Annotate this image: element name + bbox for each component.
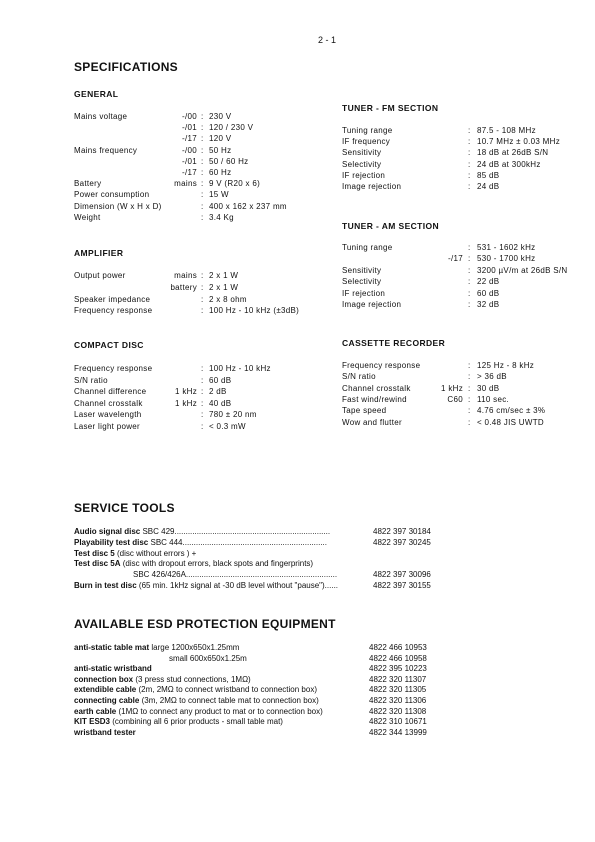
spec-value: 100 Hz - 10 kHz (±3dB)	[209, 306, 300, 316]
spec-value: 87.5 - 108 MHz	[477, 126, 536, 135]
spec-row	[0, 289, 595, 300]
spec-label: Power consumption	[74, 190, 150, 200]
spec-row	[0, 160, 595, 171]
esd-item-code: 4822 466 10953	[369, 643, 427, 652]
spec-separator: :	[468, 182, 471, 191]
spec-separator: :	[468, 383, 471, 393]
spec-separator: :	[201, 179, 204, 189]
spec-separator: :	[201, 282, 204, 292]
spec-separator: :	[201, 306, 204, 316]
spec-separator: :	[468, 137, 471, 147]
spec-row	[0, 384, 595, 395]
spec-row	[0, 202, 595, 213]
spec-value: 85 dB	[477, 170, 500, 180]
esd-item	[74, 643, 239, 654]
spec-row	[0, 254, 595, 265]
esd-item-code: 4822 320 11306	[369, 696, 427, 705]
service-tool-name: Test disc 5	[74, 548, 115, 558]
spec-variant: -/17	[448, 254, 463, 264]
spec-label: Tape speed	[342, 406, 387, 416]
service-tool-name: Playability test disc	[74, 537, 149, 547]
spec-row	[0, 171, 595, 182]
service-tool-description: SBC 429......................................................................	[140, 527, 331, 536]
service-tool	[133, 570, 337, 581]
spec-value: > 36 dB	[477, 372, 507, 382]
esd-item-name: connection box	[74, 674, 134, 684]
esd-item	[169, 654, 247, 665]
spec-value: 100 Hz - 10 kHz	[209, 364, 271, 373]
spec-variant: 1 kHz	[175, 398, 197, 408]
spec-separator: :	[468, 126, 471, 135]
spec-label: Image rejection	[342, 300, 402, 309]
spec-row	[0, 300, 595, 311]
spec-separator: :	[468, 372, 471, 382]
spec-separator: :	[201, 112, 204, 121]
compact-disc-title: COMPACT DISC	[74, 340, 144, 350]
esd-item-name: wristband tester	[74, 727, 136, 737]
spec-value: 24 dB	[477, 182, 500, 191]
service-tool-description: SBC 444.................................................................	[148, 537, 327, 547]
service-tool	[74, 559, 313, 570]
spec-label: Fast wind/rewind	[342, 394, 407, 404]
spec-label: Laser wavelength	[74, 410, 142, 420]
spec-label: Mains frequency	[74, 145, 138, 155]
spec-value: 32 dB	[477, 300, 500, 309]
spec-value: 50 / 60 Hz	[209, 156, 249, 166]
spec-value: 120 / 230 V	[209, 123, 254, 133]
spec-label: Sensitivity	[342, 148, 382, 158]
spec-separator: :	[201, 156, 204, 166]
service-tool	[74, 538, 327, 549]
spec-row	[0, 112, 595, 123]
spec-separator: :	[468, 159, 471, 169]
esd-item-description: (1MΩ to connect any product to mat or to connection box)	[116, 706, 323, 716]
spec-separator: :	[468, 406, 471, 416]
spec-row	[0, 361, 595, 372]
spec-variant: -/17	[182, 168, 197, 177]
spec-label: Sensitivity	[342, 265, 382, 275]
spec-separator: :	[201, 364, 204, 373]
spec-variant: -/00	[182, 145, 197, 155]
spec-value: 40 dB	[209, 398, 232, 408]
service-tool	[74, 581, 338, 592]
esd-item-description: (3m, 2MΩ to connect table mat to connection box)	[139, 696, 319, 705]
spec-row	[0, 266, 595, 277]
spec-label: Speaker impedance	[74, 294, 151, 304]
esd-item-name: extendible cable	[74, 685, 137, 695]
spec-row	[0, 406, 595, 420]
spec-label: S/N ratio	[74, 375, 108, 385]
spec-label: Image rejection	[342, 182, 402, 191]
spec-separator: :	[201, 145, 204, 155]
spec-label: Channel crosstalk	[74, 398, 143, 408]
spec-separator: :	[468, 243, 471, 252]
esd-item-code: 4822 466 10958	[369, 653, 427, 663]
esd-item-code: 4822 320 11307	[369, 674, 427, 684]
spec-label: Frequency response	[74, 306, 153, 316]
spec-row	[0, 137, 595, 148]
spec-separator: :	[201, 422, 204, 431]
spec-separator: :	[468, 361, 471, 370]
esd-item-name: anti-static wristband	[74, 664, 152, 674]
spec-separator: :	[201, 168, 204, 177]
spec-value: 400 x 162 x 237 mm	[209, 201, 287, 211]
spec-separator: :	[468, 265, 471, 275]
spec-variant: C60	[447, 394, 463, 404]
service-tool-description: (65 min. 1kHz signal at -30 dB level without "pause")......	[136, 581, 339, 590]
spec-variant: 1 kHz	[175, 387, 197, 397]
spec-variant: -/01	[182, 156, 197, 166]
spec-row	[0, 372, 595, 383]
spec-label: Selectivity	[342, 159, 382, 169]
esd-item	[74, 728, 136, 739]
service-tool-description: SBC 426/426A....................................................................	[133, 570, 338, 580]
spec-label: Weight	[74, 212, 101, 222]
spec-value: 22 dB	[477, 277, 500, 287]
spec-separator: :	[201, 201, 204, 211]
spec-label: IF frequency	[342, 137, 391, 147]
spec-separator: :	[468, 417, 471, 427]
spec-value: 2 x 1 W	[209, 271, 239, 280]
esd-item-code: 4822 320 11305	[369, 685, 427, 695]
spec-variant: -/17	[182, 134, 197, 144]
service-tool-name: Audio signal disc	[74, 527, 141, 536]
spec-value: 530 - 1700 kHz	[477, 254, 536, 264]
service-tool-code: 4822 397 30096	[373, 570, 431, 580]
spec-value: 2 x 8 ohm	[209, 294, 247, 304]
spec-value: 60 Hz	[209, 168, 232, 177]
spec-label: Frequency response	[74, 364, 153, 373]
esd-item	[74, 707, 323, 718]
specifications-title: SPECIFICATIONS	[74, 60, 178, 74]
spec-label: Channel difference	[74, 387, 147, 397]
spec-separator: :	[468, 277, 471, 287]
spec-variant: 1 kHz	[441, 383, 463, 393]
spec-separator: :	[468, 288, 471, 298]
spec-variant: mains	[174, 179, 197, 189]
spec-label: Channel crosstalk	[342, 383, 411, 393]
esd-title: AVAILABLE ESD PROTECTION EQUIPMENT	[74, 617, 336, 631]
spec-label: IF rejection	[342, 170, 386, 180]
esd-item-name: connecting cable	[74, 696, 140, 705]
spec-separator: :	[201, 375, 204, 385]
esd-item-code: 4822 344 13999	[369, 727, 427, 737]
spec-value: 780 ± 20 nm	[209, 410, 257, 420]
spec-separator: :	[201, 134, 204, 144]
spec-label: Selectivity	[342, 277, 382, 287]
spec-label: IF rejection	[342, 288, 386, 298]
spec-row	[0, 213, 595, 224]
spec-row	[0, 126, 595, 137]
service-tool-description: (disc with dropout errors, black spots and fingerprints)	[120, 559, 314, 569]
esd-item-description: (2m, 2MΩ to connect wristband to connection box)	[136, 685, 317, 695]
spec-value: 230 V	[209, 112, 232, 121]
spec-separator: :	[201, 190, 204, 200]
spec-value: 18 dB at 26dB S/N	[477, 148, 549, 158]
amplifier-title: AMPLIFIER	[74, 248, 124, 258]
service-tool-description: (disc without errors ) +	[114, 548, 197, 558]
general-title: GENERAL	[74, 89, 119, 99]
spec-value: 60 dB	[477, 288, 500, 298]
spec-value: 3.4 Kg	[209, 212, 234, 222]
spec-separator: :	[201, 387, 204, 397]
esd-item-code: 4822 395 10223	[369, 664, 427, 674]
spec-label: Mains voltage	[74, 112, 128, 121]
spec-value: < 0.3 mW	[209, 422, 246, 431]
spec-value: 60 dB	[209, 375, 232, 385]
esd-item-code: 4822 320 11308	[369, 706, 427, 716]
spec-label: Laser light power	[74, 422, 141, 431]
esd-item	[74, 664, 152, 675]
esd-item	[74, 717, 283, 728]
spec-value: 2 dB	[209, 387, 227, 397]
spec-value: 10.7 MHz ± 0.03 MHz	[477, 137, 561, 147]
service-tool-code: 4822 397 30184	[373, 527, 431, 536]
spec-value: 9 V (R20 x 6)	[209, 179, 261, 189]
spec-value: 125 Hz - 8 kHz	[477, 361, 535, 370]
spec-label: Frequency response	[342, 361, 421, 370]
service-tool-name: Burn in test disc	[74, 581, 137, 590]
esd-item-description: (combining all 6 prior products - small table mat)	[110, 717, 283, 727]
spec-separator: :	[468, 394, 471, 404]
service-tool-name: Test disc 5A	[74, 559, 121, 569]
spec-separator: :	[468, 254, 471, 264]
spec-separator: :	[201, 294, 204, 304]
spec-row	[0, 243, 595, 254]
spec-row	[0, 277, 595, 288]
spec-value: < 0.48 JIS UWTD	[477, 417, 544, 427]
esd-item	[74, 696, 319, 707]
esd-item	[74, 675, 251, 686]
spec-separator: :	[201, 271, 204, 280]
esd-item-name: earth cable	[74, 706, 117, 716]
spec-value: 120 V	[209, 134, 232, 144]
spec-value: 4.76 cm/sec ± 3%	[477, 406, 546, 416]
esd-item-name: KIT ESD3	[74, 717, 111, 727]
spec-separator: :	[201, 410, 204, 420]
service-tool-code: 4822 397 30245	[373, 537, 431, 547]
spec-row	[0, 395, 595, 406]
spec-label: Wow and flutter	[342, 417, 402, 427]
spec-label: Battery	[74, 179, 102, 189]
esd-item	[74, 685, 317, 696]
spec-label: Tuning range	[342, 243, 393, 252]
spec-value: 30 dB	[477, 383, 500, 393]
spec-label: Output power	[74, 271, 126, 280]
spec-label: Dimension (W x H x D)	[74, 201, 162, 211]
spec-row	[0, 145, 595, 159]
spec-value: 15 W	[209, 190, 229, 200]
spec-separator: :	[468, 170, 471, 180]
service-tools-title: SERVICE TOOLS	[74, 501, 175, 515]
esd-item-name: anti-static table mat	[74, 643, 150, 652]
spec-separator: :	[201, 212, 204, 222]
esd-item-description: (3 press stud connections, 1MΩ)	[133, 674, 251, 684]
spec-separator: :	[201, 123, 204, 133]
spec-variant: battery	[170, 282, 197, 292]
spec-row	[0, 418, 595, 429]
esd-item-description: small 600x650x1.25m	[169, 653, 247, 663]
spec-value: 2 x 1 W	[209, 282, 239, 292]
tuner-fm-title: TUNER - FM SECTION	[342, 103, 439, 113]
spec-label: Tuning range	[342, 126, 393, 135]
spec-variant: mains	[174, 271, 197, 280]
spec-separator: :	[468, 300, 471, 309]
spec-separator: :	[201, 398, 204, 408]
spec-variant: -/01	[182, 123, 197, 133]
cassette-title: CASSETTE RECORDER	[342, 338, 446, 348]
esd-item-code: 4822 310 10671	[369, 717, 427, 727]
spec-row	[0, 182, 595, 193]
page-number: 2 - 1	[318, 35, 337, 45]
spec-label: S/N ratio	[342, 372, 376, 382]
spec-value: 3200 µV/m at 26dB S/N	[477, 265, 568, 275]
esd-item-description: large 1200x650x1.25mm	[149, 643, 240, 652]
spec-variant: -/00	[182, 112, 197, 121]
spec-value: 110 sec.	[477, 394, 510, 404]
spec-separator: :	[468, 148, 471, 158]
spec-value: 531 - 1602 kHz	[477, 243, 536, 252]
spec-value: 24 dB at 300kHz	[477, 159, 541, 169]
spec-value: 50 Hz	[209, 145, 232, 155]
service-tool	[74, 527, 330, 538]
tuner-am-title: TUNER - AM SECTION	[342, 221, 440, 231]
service-tool	[74, 549, 196, 560]
service-tool-code: 4822 397 30155	[373, 581, 431, 590]
